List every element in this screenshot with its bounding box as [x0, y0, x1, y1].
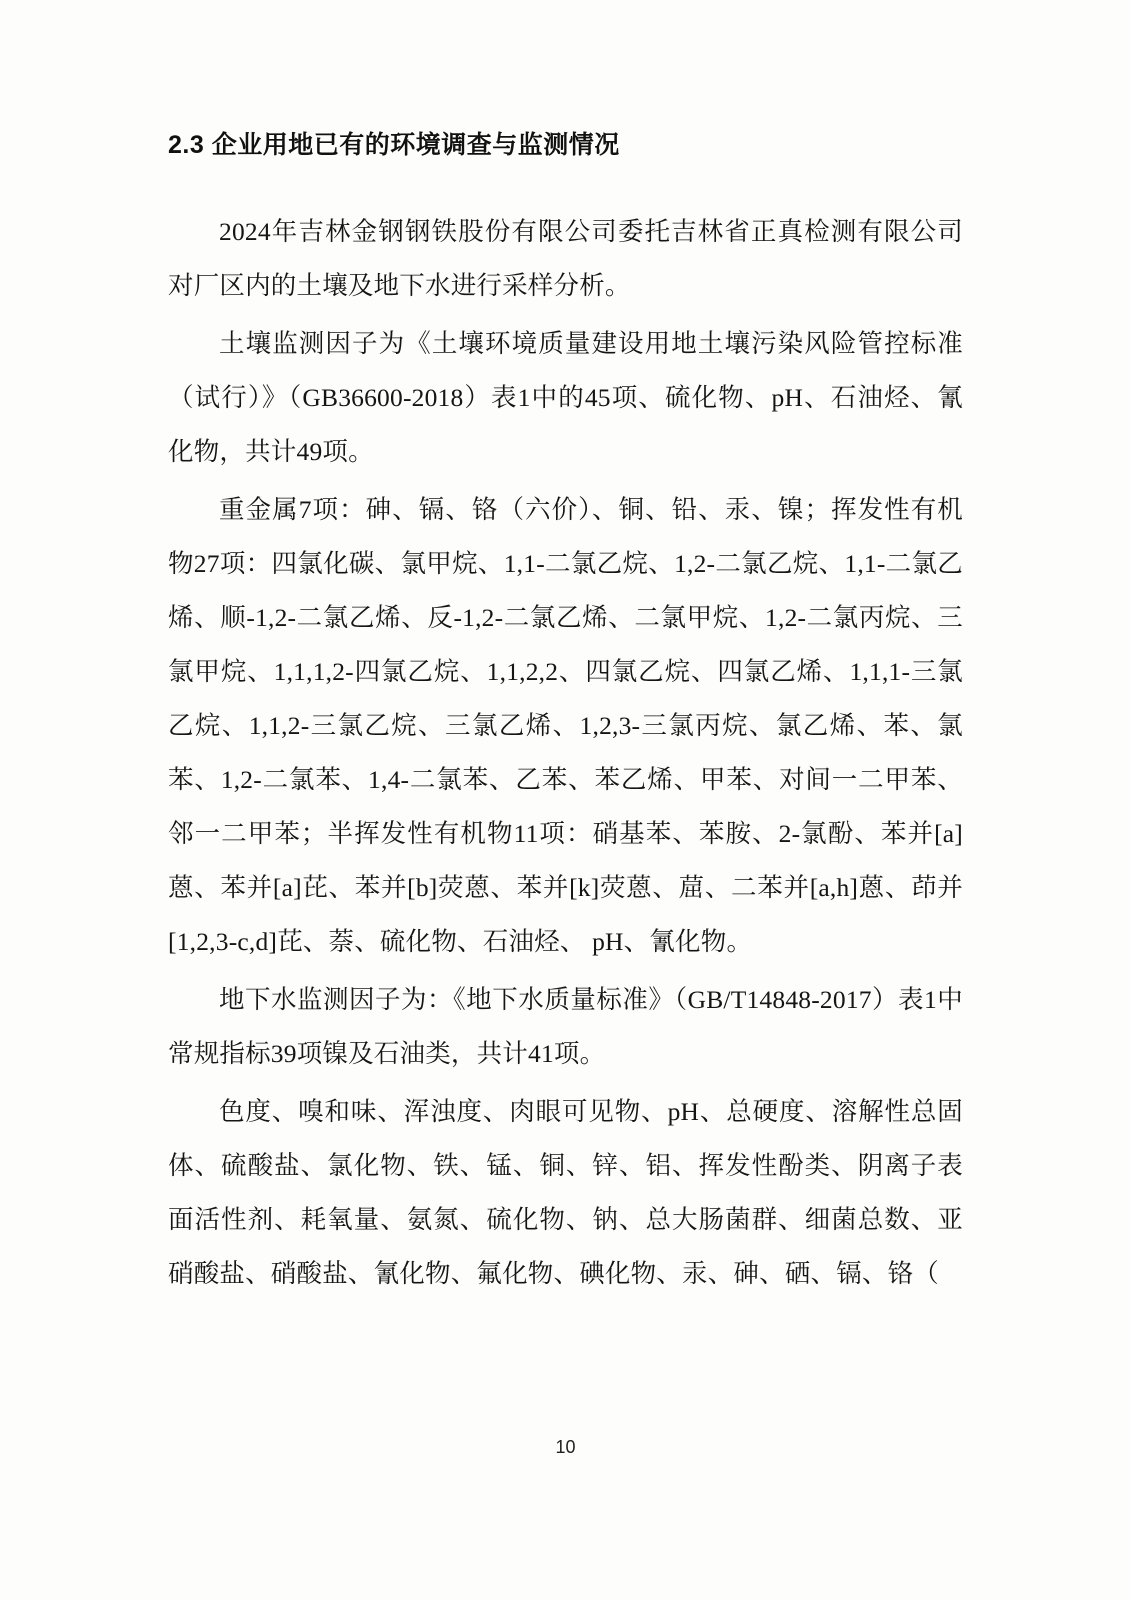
paragraph-2: 土壤监测因子为《土壤环境质量建设用地土壤污染风险管控标准（试行）》（GB36600-2018）表1中的45项、硫化物、pH、石油烃、氰化物，共计49项。 [168, 329, 963, 466]
paragraph-5: 色度、嗅和味、浑浊度、肉眼可见物、pH、总硬度、溶解性总固体、硫酸盐、氯化物、铁、锰、铜、锌、铝、挥发性酚类、阴离子表面活性剂、耗氧量、氨氮、硫化物、钠、总大肠菌群、细菌总数、亚硝酸盐、硝酸盐、氰化物、氟化物、碘化物、汞、砷、硒、镉、铬（ [168, 1097, 963, 1288]
section-heading: 2.3 企业用地已有的环境调查与监测情况 [168, 131, 620, 159]
paragraph-3: 重金属7项：砷、镉、铬（六价）、铜、铅、汞、镍；挥发性有机物27项：四氯化碳、氯甲烷、1,1-二氯乙烷、1,2-二氯乙烷、1,1-二氯乙烯、顺-1,2-二氯乙烯、反-1,2-二氯乙烯、二氯甲烷、1,2-二氯丙烷、三氯甲烷、1,1,1,2-四氯乙烷、1,1,2,2、四氯乙烷、四氯乙烯、1,1,1-三氯乙烷、1,1,2-三氯乙烷、三氯乙烯、1,2,3-三氯丙烷、氯乙烯、苯、氯苯、1,2-二氯苯、1,4-二氯苯、乙苯、苯乙烯、甲苯、对间一二甲苯、邻一二甲苯；半挥发性有机物11项：硝基苯、苯胺、2-氯酚、苯并[a]蒽、苯并[a]芘、苯并[b]荧蒽、苯并[k]荧蒽、䓛、二苯并[a,h]蒽、茚并[1,2,3-c,d]芘、萘、硫化物、石油烃、 pH、氰化物。 [168, 495, 963, 956]
page-number: 10 [555, 1437, 576, 1457]
page-content [168, 128, 963, 1301]
paragraph-4: 地下水监测因子为：《地下水质量标准》（GB/T14848-2017）表1中常规指标39项镍及石油类，共计41项。 [168, 985, 963, 1068]
paragraph-1: 2024年吉林金钢钢铁股份有限公司委托吉林省正真检测有限公司对厂区内的土壤及地下水进行采样分析。 [168, 217, 963, 300]
